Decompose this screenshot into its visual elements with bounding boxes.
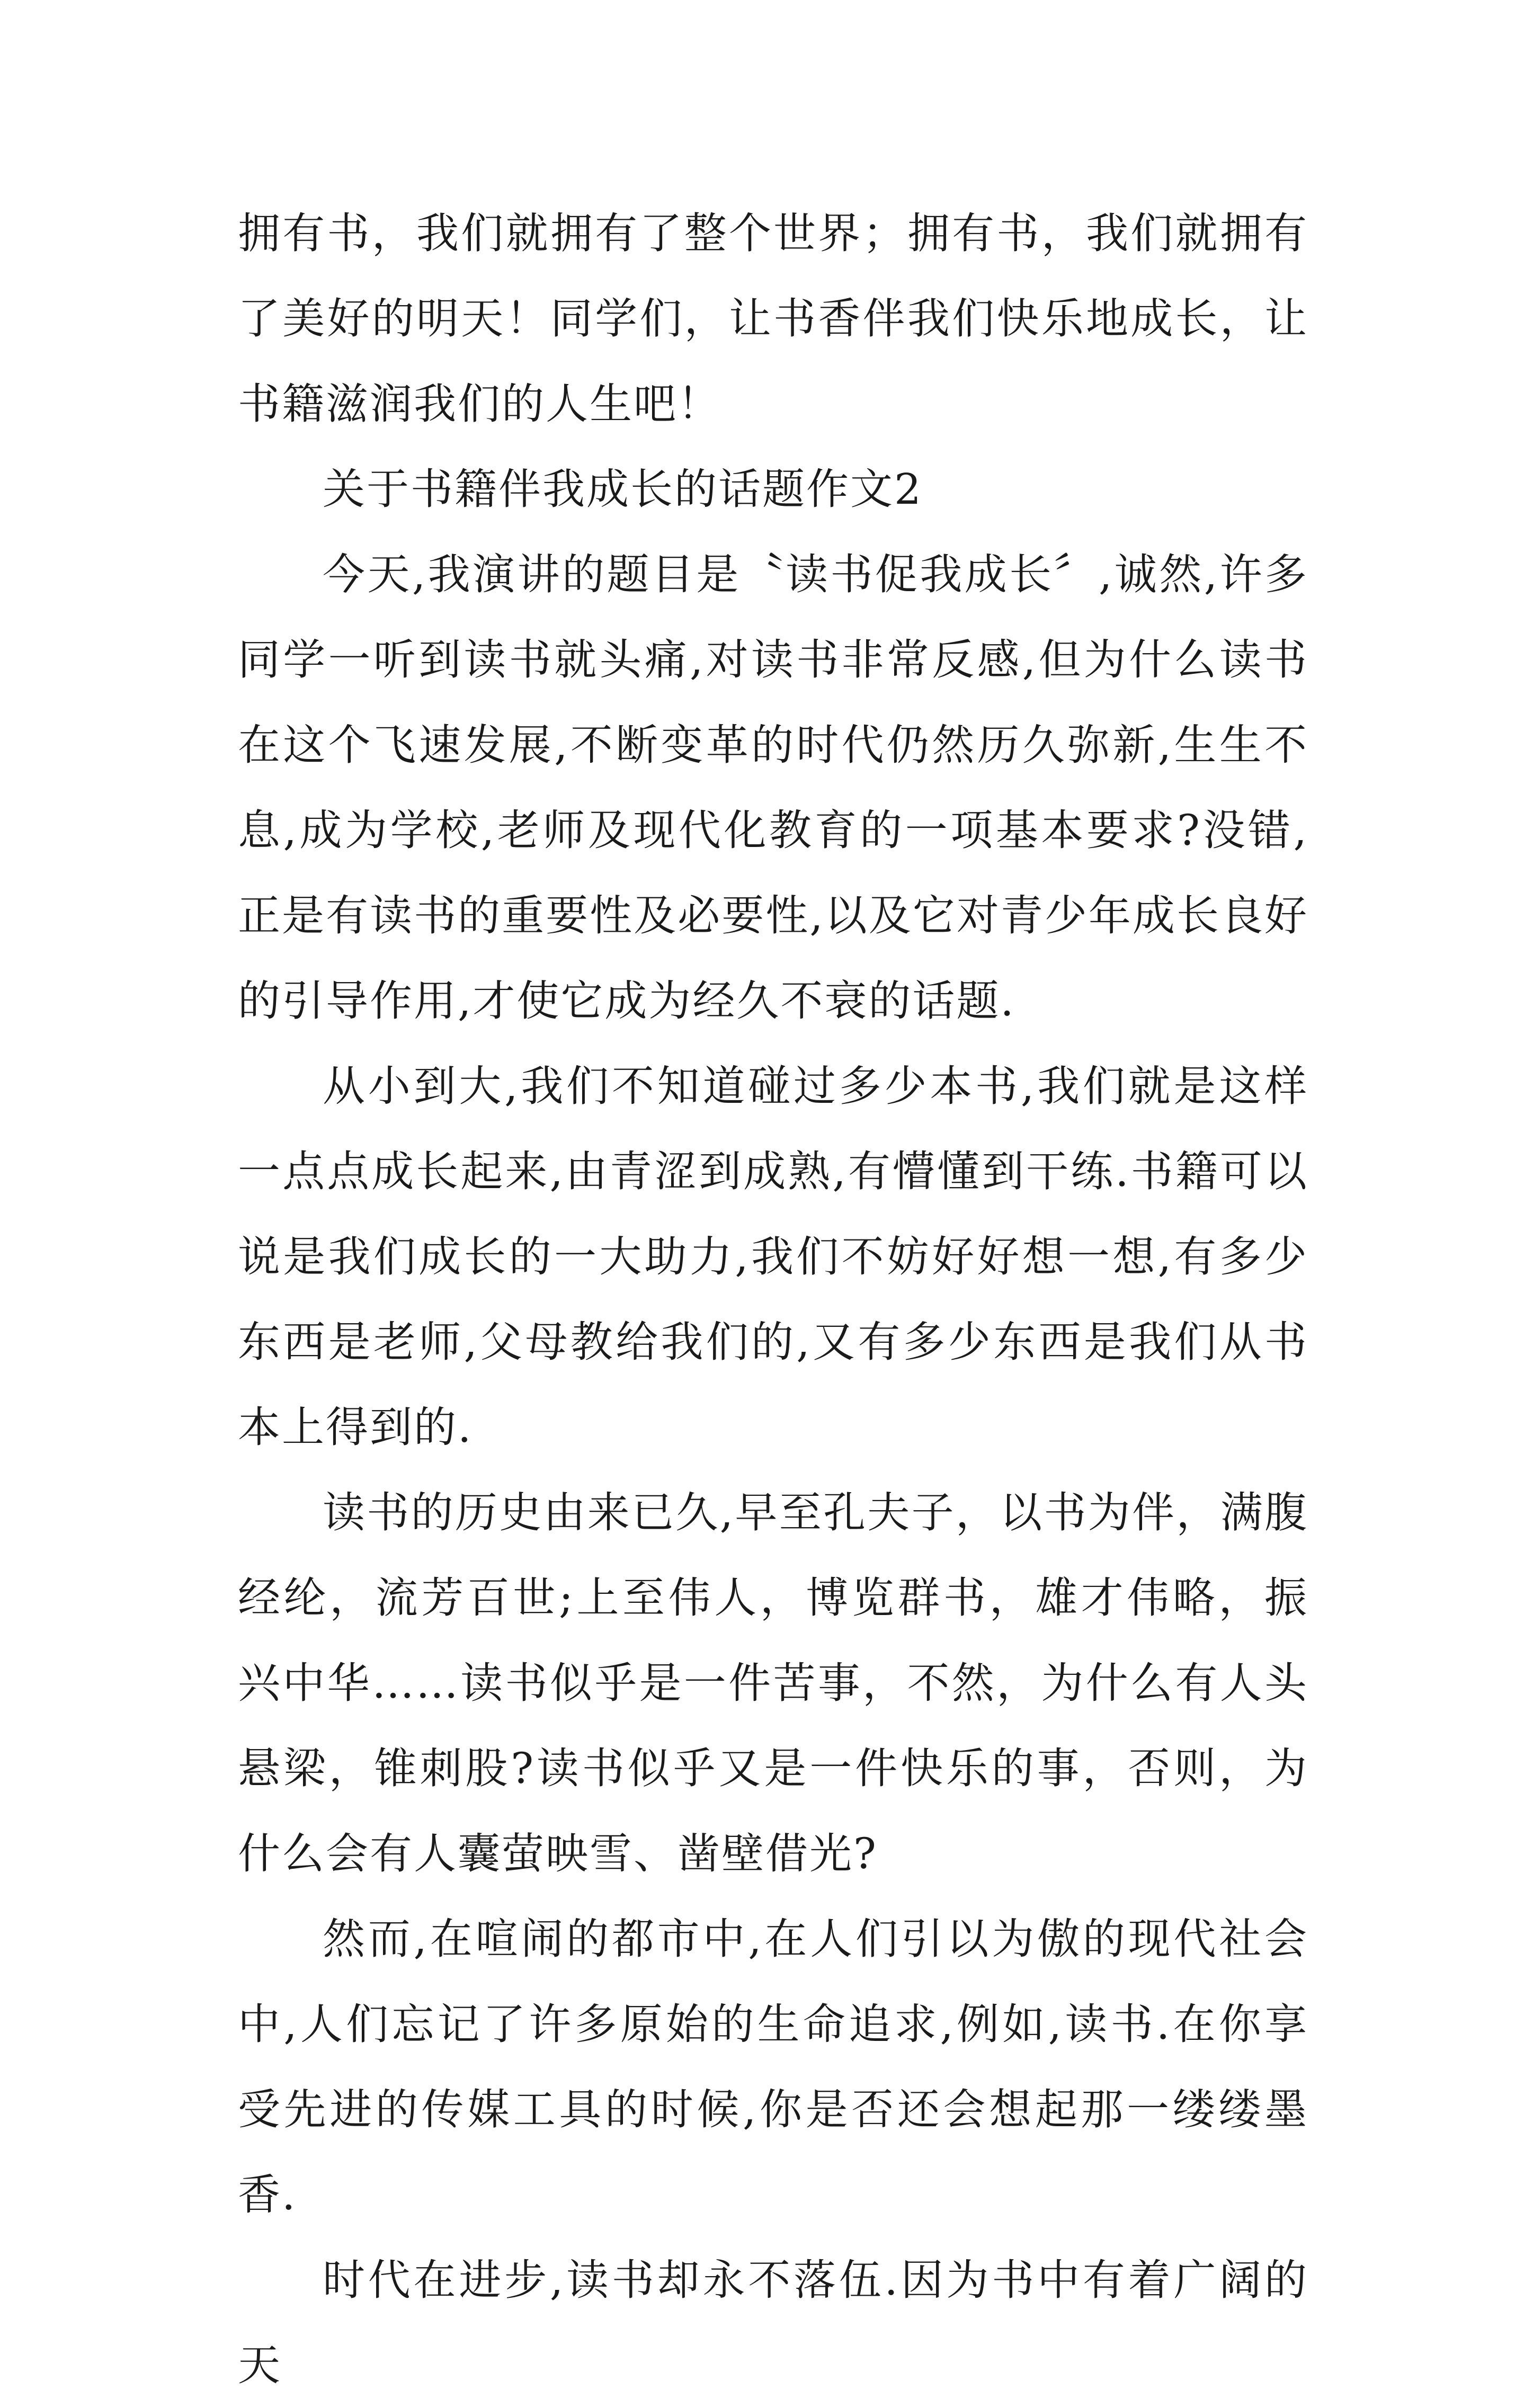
document-body — [238, 191, 1308, 2408]
paragraph-continuation: 拥有书，我们就拥有了整个世界；拥有书，我们就拥有了美好的明天！同学们，让书香伴我们快乐地成长，让书籍滋润我们的人生吧！ — [238, 209, 1308, 429]
paragraph: 今天,我演讲的题目是〝读书促我成长〞,诚然,许多同学一听到读书就头痛,对读书非常反感,但为什么读书在这个飞速发展,不断变革的时代仍然历久弥新,生生不息,成为学校,老师及现代化教育的一项基本要求?没错,正是有读书的重要性及必要性,以及它对青少年成长良好的引导作用,才使它成为经久不衰的话题. — [238, 550, 1308, 1025]
paragraph: 时代在进步,读书却永不落伍.因为书中有着广阔的天 — [238, 2255, 1308, 2390]
paragraph: 然而,在喧闹的都市中,在人们引以为傲的现代社会中,人们忘记了许多原始的生命追求,例如,读书.在你享受先进的传媒工具的时候,你是否还会想起那一缕缕墨香. — [238, 1914, 1308, 2219]
paragraph: 从小到大,我们不知道碰过多少本书,我们就是这样一点点成长起来,由青涩到成熟,有懵懂到干练.书籍可以说是我们成长的一大助力,我们不妨好好想一想,有多少东西是老师,父母教给我们的,又有多少东西是我们从书本上得到的. — [238, 1062, 1308, 1452]
paragraph: 读书的历史由来已久,早至孔夫子，以书为伴，满腹经纶，流芳百世;上至伟人，博览群书，雄才伟略，振兴中华……读书似乎是一件苦事，不然，为什么有人头悬梁，锥刺股?读书似乎又是一件快乐的事，否则，为什么会有人囊萤映雪、凿壁借光? — [238, 1488, 1308, 1878]
essay-subtitle: 关于书籍伴我成长的话题作文2 — [323, 465, 923, 514]
